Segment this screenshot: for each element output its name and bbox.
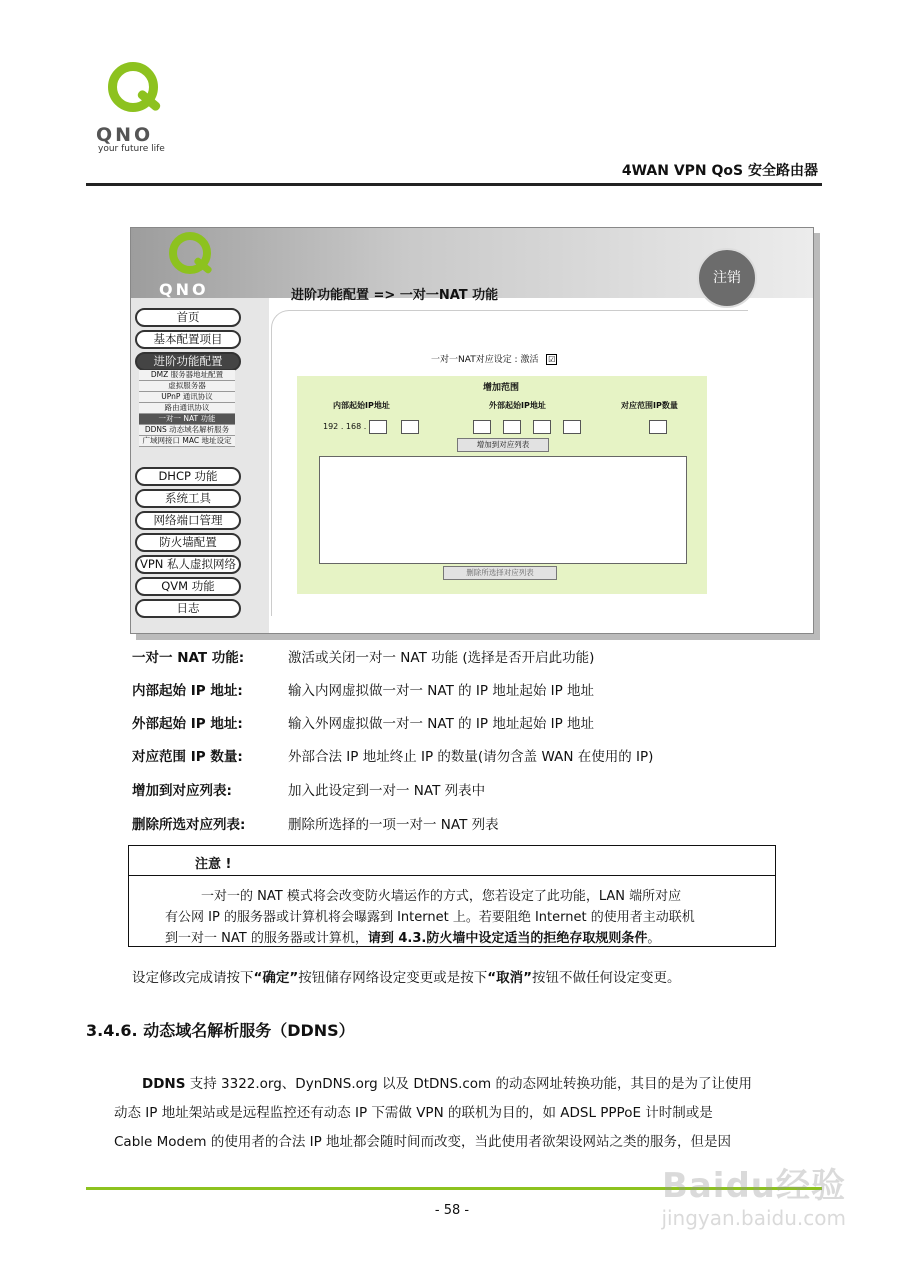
internal-ip-octet3[interactable] [369, 420, 387, 434]
nat-mapping-list[interactable] [319, 456, 687, 564]
screenshot-brand: QNO [159, 280, 209, 299]
submenu-upnp[interactable]: UPnP 通讯协议 [139, 392, 235, 403]
menu-home[interactable]: 首页 [135, 308, 241, 327]
advanced-submenu [139, 370, 235, 464]
desc-label: 一对一 NAT 功能: [132, 650, 245, 666]
note-line-3-end: 。 [647, 931, 661, 946]
note-line-2: 有公网 IP 的服务器或计算机将会曝露到 Internet 上。若要阻绝 Internet 的使用者主动联机 [165, 910, 695, 925]
menu-vpn[interactable]: VPN 私人虚拟网络 [135, 555, 241, 574]
desc-label: 对应范围 IP 数量: [132, 749, 243, 765]
desc-label: 增加到对应列表: [132, 783, 232, 799]
save-confirm-emphasis: “确定” [253, 970, 299, 986]
menu-firewall[interactable]: 防火墙配置 [135, 533, 241, 552]
external-ip-header: 外部起始IP地址 [489, 401, 546, 410]
submenu-virtual-server[interactable]: 虚拟服务器 [139, 381, 235, 392]
nat-enable-checkbox[interactable]: ☑ [548, 355, 556, 364]
add-to-list-button[interactable]: 增加到对应列表 [457, 438, 549, 452]
internal-ip-header: 内部起始IP地址 [333, 401, 390, 410]
brand-name: QNO [96, 124, 154, 146]
external-ip-octet2[interactable] [503, 420, 521, 434]
logout-button[interactable]: 注销 [697, 248, 757, 308]
delete-selected-button[interactable]: 删除所选择对应列表 [443, 566, 557, 580]
internal-ip-prefix: 192 . 168 . [323, 422, 367, 431]
desc-text: 删除所选择的一项一对一 NAT 列表 [288, 817, 499, 833]
menu-system-tools[interactable]: 系统工具 [135, 489, 241, 508]
section-line-1-text: 支持 3322.org、DynDNS.org 以及 DtDNS.com 的动态网址转换功能，其目的是为了让使用 [185, 1076, 752, 1092]
menu-port-management[interactable]: 网络端口管理 [135, 511, 241, 530]
external-ip-octet1[interactable] [473, 420, 491, 434]
save-instruction [132, 966, 681, 986]
range-count-input[interactable] [649, 420, 667, 434]
page-number: - 58 - [434, 1203, 470, 1218]
desc-text: 输入外网虚拟做一对一 NAT 的 IP 地址起始 IP 地址 [288, 716, 595, 732]
section-paragraph-line-1 [142, 1072, 752, 1092]
menu-qvm[interactable]: QVM 功能 [135, 577, 241, 596]
note-line-3-emphasis: 请到 4.3.防火墙中设定适当的拒绝存取规则条件 [367, 931, 648, 946]
note-line-3-start: 到一对一 NAT 的服务器或计算机， [165, 931, 368, 946]
section-paragraph-line-3: Cable Modem 的使用者的合法 IP 地址都会随时间而改变，当此使用者欲架设网站之类的服务，但是因 [114, 1134, 732, 1150]
note-title: 注意 ! [195, 857, 232, 872]
menu-advanced-config[interactable]: 进阶功能配置 [135, 352, 241, 371]
note-header [129, 846, 775, 876]
menu-log[interactable]: 日志 [135, 599, 241, 618]
add-range-title: 增加范围 [483, 383, 520, 393]
range-count-header: 对应范围IP数量 [621, 401, 678, 410]
submenu-routing[interactable]: 路由通讯协议 [139, 403, 235, 414]
document-title: 4WAN VPN QoS 安全路由器 [621, 163, 818, 179]
menu-dhcp[interactable]: DHCP 功能 [135, 467, 241, 486]
baidu-watermark: Baidu经验 [661, 1166, 846, 1206]
desc-label: 删除所选对应列表: [132, 817, 246, 833]
external-ip-octet4[interactable] [563, 420, 581, 434]
save-cancel-emphasis: “取消” [487, 970, 532, 986]
save-instruction-c: 按钮储存网络设定变更或是按下 [298, 970, 488, 986]
desc-text: 激活或关闭一对一 NAT 功能 (选择是否开启此功能) [288, 650, 595, 666]
screenshot-breadcrumb: 进阶功能配置 => 一对一NAT 功能 [291, 288, 499, 303]
ddns-term: DDNS [142, 1076, 186, 1092]
desc-label: 外部起始 IP 地址: [132, 716, 243, 732]
brand-tagline: your future life [98, 144, 165, 154]
desc-text: 外部合法 IP 地址终止 IP 的数量(请勿含盖 WAN 在使用的 IP) [288, 749, 654, 765]
section-heading: 3.4.6. 动态域名解析服务（DDNS） [86, 1021, 355, 1040]
external-ip-octet3[interactable] [533, 420, 551, 434]
menu-basic-config[interactable]: 基本配置项目 [135, 330, 241, 349]
submenu-dmz[interactable]: DMZ 服务器地址配置 [139, 370, 235, 381]
note-box [128, 845, 776, 947]
desc-label: 内部起始 IP 地址: [132, 683, 243, 699]
submenu-one-to-one-nat[interactable]: 一对一 NAT 功能 [139, 414, 235, 425]
desc-text: 加入此设定到一对一 NAT 列表中 [288, 783, 486, 799]
add-range-panel [297, 376, 707, 594]
save-instruction-a: 设定修改完成请按下 [132, 970, 254, 986]
nat-setting-row [431, 352, 557, 365]
section-paragraph-line-2: 动态 IP 地址架站或是远程监控还有动态 IP 下需做 VPN 的联机为目的，如 ADSL PPPoE 计时制或是 [114, 1105, 713, 1121]
header-divider [86, 183, 822, 186]
internal-ip-octet4[interactable] [401, 420, 419, 434]
note-line-1: 一对一的 NAT 模式将会改变防火墙运作的方式，您若设定了此功能，LAN 端所对应 [201, 889, 682, 904]
save-instruction-e: 按钮不做任何设定变更。 [532, 970, 681, 986]
submenu-wan-mac[interactable]: 广域网接口 MAC 地址设定 [139, 436, 235, 447]
baidu-watermark-url: jingyan.baidu.com [661, 1206, 846, 1230]
submenu-ddns[interactable]: DDNS 动态域名解析服务 [139, 425, 235, 436]
desc-text: 输入内网虚拟做一对一 NAT 的 IP 地址起始 IP 地址 [288, 683, 595, 699]
nat-setting-label: 一对一NAT对应设定 : 激活 [431, 355, 539, 365]
router-screenshot [130, 227, 814, 634]
note-line-3 [165, 927, 660, 946]
